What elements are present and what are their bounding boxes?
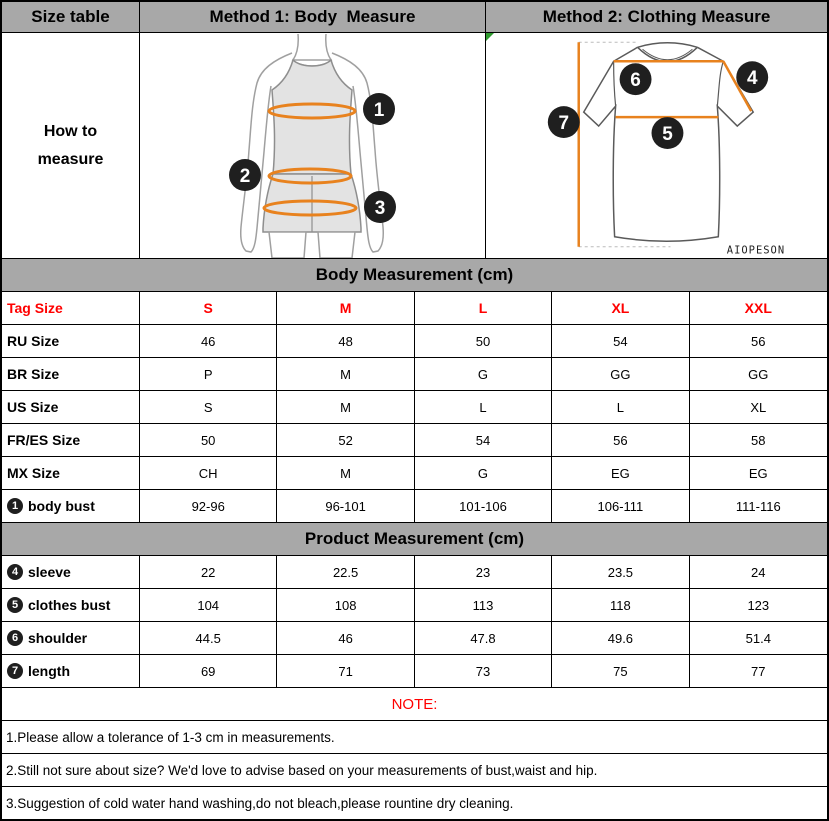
cell-value: 56 — [690, 325, 827, 358]
cell-value: L — [415, 391, 552, 424]
body-neck — [293, 34, 331, 60]
marker-2 — [229, 159, 261, 191]
body-right-leg — [318, 232, 355, 258]
cell-value: 71 — [277, 655, 414, 688]
cell-value: 106-111 — [552, 490, 689, 523]
row-label: US Size — [2, 391, 140, 424]
cell-value: 58 — [690, 424, 827, 457]
cell-value: 22.5 — [277, 556, 414, 589]
cell-value: 104 — [140, 589, 277, 622]
cell-value: 123 — [690, 589, 827, 622]
cell-value: 118 — [552, 589, 689, 622]
circled-5-icon: 5 — [7, 597, 23, 613]
body-illustration — [141, 34, 485, 258]
shirt-illustration — [486, 34, 827, 258]
marker-3 — [364, 191, 396, 223]
cell-value: EG — [690, 457, 827, 490]
cell-value: 49.6 — [552, 622, 689, 655]
circled-7-icon: 7 — [7, 663, 23, 679]
clothing-measure-cell — [486, 33, 827, 259]
row-label: BR Size — [2, 358, 140, 391]
table-row-fres-size — [2, 424, 827, 457]
cell-value: S — [140, 391, 277, 424]
svg-text:3: 3 — [374, 197, 385, 219]
cell-value: EG — [552, 457, 689, 490]
row-label-text: sleeve — [28, 564, 71, 580]
note-title: NOTE: — [2, 688, 827, 721]
row-label — [2, 589, 140, 622]
body-measurement-title: Body Measurement (cm) — [2, 259, 827, 292]
method2-header: Method 2: Clothing Measure — [486, 2, 827, 33]
size-col-l: L — [415, 292, 552, 325]
svg-text:6: 6 — [630, 69, 641, 91]
note-item-3: 3.Suggestion of cold water hand washing,do not bleach,please rountine dry cleaning. — [6, 796, 514, 811]
size-col-s: S — [140, 292, 277, 325]
cell-value: M — [277, 391, 414, 424]
row-label-text: length — [28, 663, 70, 679]
row-label — [2, 622, 140, 655]
cell-value: 23 — [415, 556, 552, 589]
cell-value: 22 — [140, 556, 277, 589]
cell-value: 46 — [140, 325, 277, 358]
illustration-row — [2, 33, 827, 259]
cell-value: M — [277, 457, 414, 490]
cell-value: 108 — [277, 589, 414, 622]
svg-text:4: 4 — [746, 67, 758, 89]
cell-value: 113 — [415, 589, 552, 622]
cell-value: 47.8 — [415, 622, 552, 655]
cell-value: 44.5 — [140, 622, 277, 655]
row-label-text: body bust — [28, 498, 95, 514]
circled-1-icon: 1 — [7, 498, 23, 514]
cell-value: 54 — [415, 424, 552, 457]
cell-value: 92-96 — [140, 490, 277, 523]
table-row-sleeve — [2, 556, 827, 589]
size-table-header: Size table — [2, 2, 140, 33]
how-to-measure-label: How to measure — [37, 123, 104, 168]
row-label: MX Size — [2, 457, 140, 490]
circled-4-icon: 4 — [7, 564, 23, 580]
how-to-measure-cell — [2, 33, 140, 259]
tag-size-label: Tag Size — [2, 292, 140, 325]
marker-4 — [736, 61, 768, 93]
cell-value: 46 — [277, 622, 414, 655]
product-measurement-title: Product Measurement (cm) — [2, 523, 827, 556]
cell-value: GG — [690, 358, 827, 391]
row-label: RU Size — [2, 325, 140, 358]
marker-5 — [652, 117, 684, 149]
cell-value: G — [415, 358, 552, 391]
table-row-us-size — [2, 391, 827, 424]
cell-value: 111-116 — [690, 490, 827, 523]
cell-value: 54 — [552, 325, 689, 358]
top-header-row — [2, 2, 827, 33]
size-col-m: M — [277, 292, 414, 325]
marker-1 — [363, 93, 395, 125]
table-row-br-size — [2, 358, 827, 391]
cell-value: 23.5 — [552, 556, 689, 589]
cell-value: CH — [140, 457, 277, 490]
row-label-text: clothes bust — [28, 597, 111, 613]
svg-text:5: 5 — [662, 123, 673, 145]
svg-text:1: 1 — [373, 99, 384, 121]
cell-value: 69 — [140, 655, 277, 688]
row-label: FR/ES Size — [2, 424, 140, 457]
row-label-text: shoulder — [28, 630, 88, 646]
svg-text:2: 2 — [239, 165, 250, 187]
table-row-shoulder — [2, 622, 827, 655]
brand-label: AIOPESON — [726, 244, 786, 257]
note-item-1: 1.Please allow a tolerance of 1-3 cm in measurements. — [2, 721, 827, 754]
cell-value: 101-106 — [415, 490, 552, 523]
table-row-length — [2, 655, 827, 688]
row-label — [2, 490, 140, 523]
body-measure-cell — [140, 33, 486, 259]
marker-7 — [548, 106, 580, 138]
table-row-mx-size — [2, 457, 827, 490]
cell-value: G — [415, 457, 552, 490]
note-item-2: 2.Still not sure about size? We'd love to advise based on your measurements of bust,waist and hip. — [2, 754, 827, 787]
cell-value: 73 — [415, 655, 552, 688]
cell-value: 50 — [415, 325, 552, 358]
circled-6-icon: 6 — [7, 630, 23, 646]
cell-value: 77 — [690, 655, 827, 688]
row-label — [2, 655, 140, 688]
marker-6 — [620, 63, 652, 95]
cell-value: 48 — [277, 325, 414, 358]
size-col-xl: XL — [552, 292, 689, 325]
cell-value: 96-101 — [277, 490, 414, 523]
cell-value: P — [140, 358, 277, 391]
cell-value: M — [277, 358, 414, 391]
shirt-collar-top — [638, 42, 698, 46]
cell-value: 50 — [140, 424, 277, 457]
tag-size-row — [2, 292, 827, 325]
cell-value: 75 — [552, 655, 689, 688]
cell-value: 56 — [552, 424, 689, 457]
svg-text:7: 7 — [558, 112, 570, 134]
cell-value: XL — [690, 391, 827, 424]
body-left-leg — [269, 232, 306, 258]
table-row-clothes-bust — [2, 589, 827, 622]
method1-header: Method 1: Body Measure — [140, 2, 486, 33]
cell-value: L — [552, 391, 689, 424]
row-label — [2, 556, 140, 589]
cell-value: GG — [552, 358, 689, 391]
cell-value: 52 — [277, 424, 414, 457]
table-row-body-bust — [2, 490, 827, 523]
comment-corner-icon — [486, 33, 494, 41]
size-col-xxl: XXL — [690, 292, 827, 325]
table-row-ru-size — [2, 325, 827, 358]
cell-value: 51.4 — [690, 622, 827, 655]
cell-value: 24 — [690, 556, 827, 589]
